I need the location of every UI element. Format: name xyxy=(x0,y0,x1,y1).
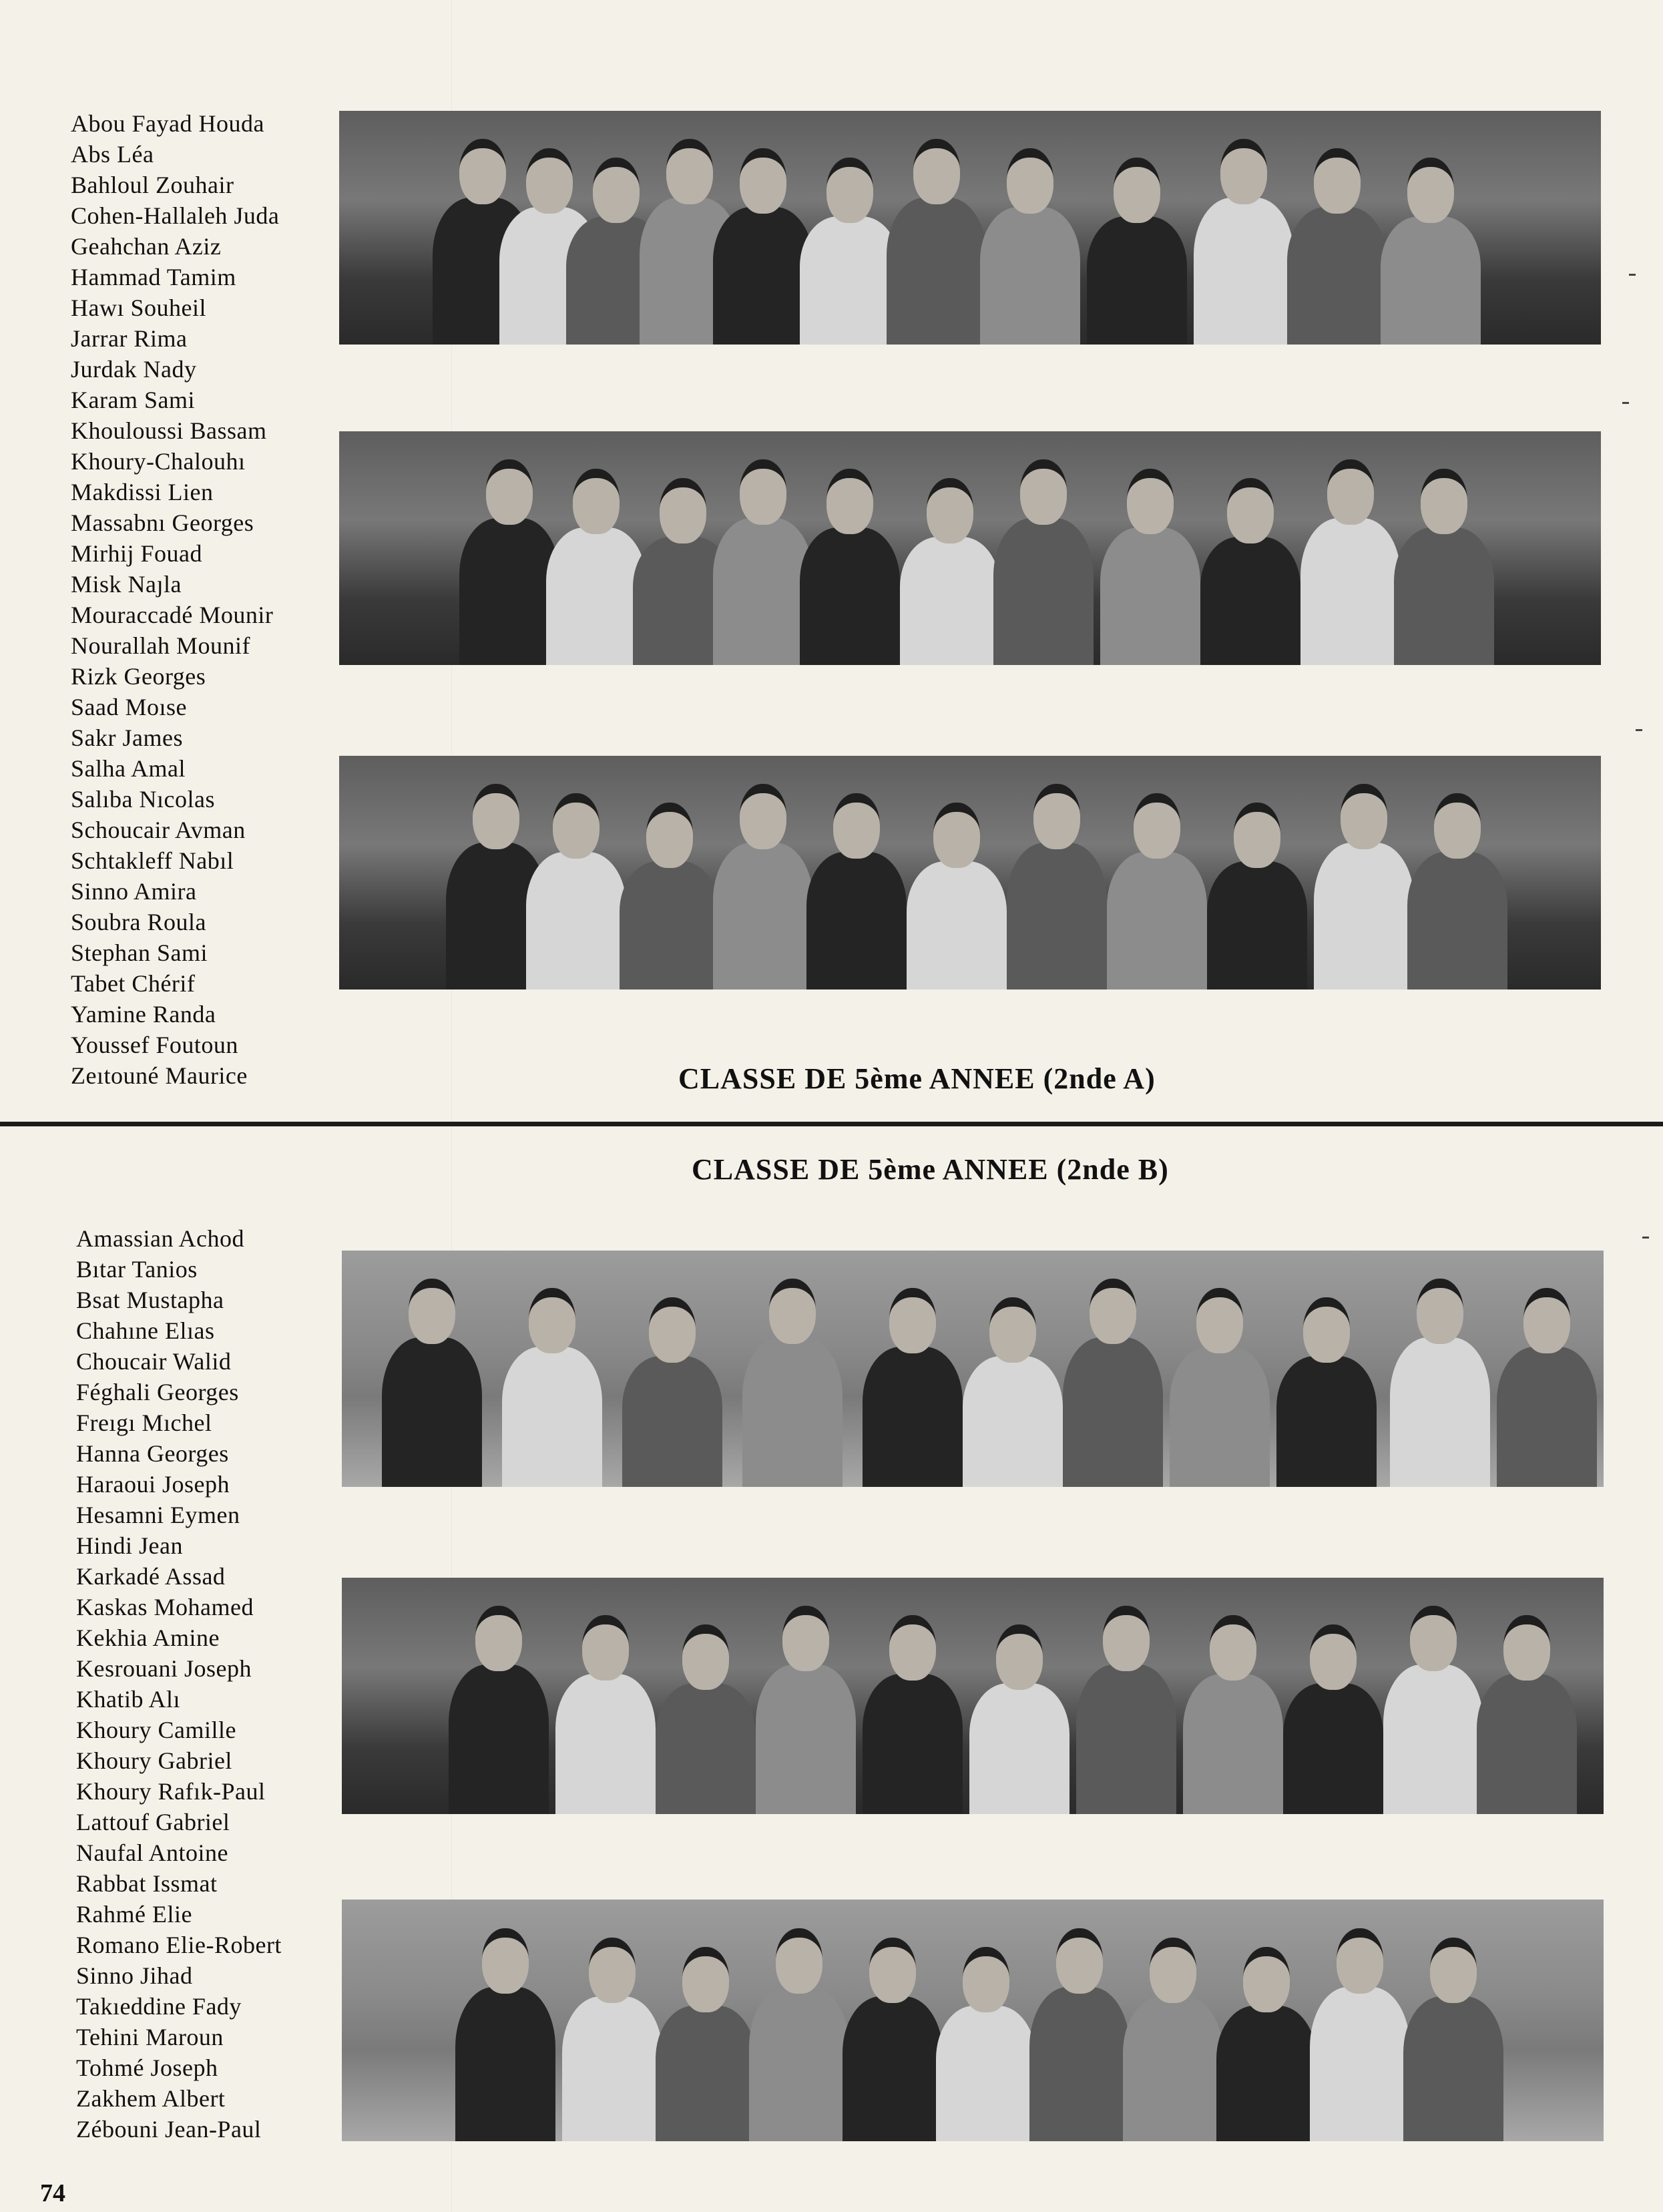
person-figure xyxy=(756,1606,856,1814)
person-figure xyxy=(1477,1615,1577,1814)
person-head xyxy=(1114,158,1160,223)
person-figure xyxy=(1087,158,1187,345)
person-head xyxy=(682,1624,729,1690)
person-figure xyxy=(1029,1928,1130,2141)
person-torso xyxy=(382,1337,482,1487)
page-number: 74 xyxy=(40,2179,65,2207)
person-figure xyxy=(887,139,987,345)
person-torso xyxy=(1287,207,1387,345)
person-figure xyxy=(969,1624,1070,1814)
person-head xyxy=(826,469,873,534)
person-head xyxy=(1234,803,1280,868)
person-torso xyxy=(1383,1665,1483,1814)
person-figure xyxy=(1283,1624,1383,1814)
person-head xyxy=(776,1928,822,1994)
person-figure xyxy=(1314,784,1414,989)
person-figure xyxy=(863,1288,963,1487)
student-name: Cohen-Hallaleh Juda xyxy=(71,202,280,229)
student-name: Romano Elie-Robert xyxy=(76,1932,282,1958)
person-figure xyxy=(1403,1938,1503,2141)
person-head xyxy=(589,1938,636,2003)
person-head xyxy=(927,478,973,543)
person-head xyxy=(989,1297,1036,1363)
person-figure xyxy=(1407,793,1507,989)
person-torso xyxy=(713,518,813,665)
person-head xyxy=(473,784,519,849)
person-figure xyxy=(526,793,626,989)
person-figure xyxy=(900,478,1000,665)
person-torso xyxy=(546,527,646,665)
person-torso xyxy=(1403,1996,1503,2141)
person-torso xyxy=(526,852,626,989)
person-head xyxy=(1430,1938,1477,2003)
student-name: Bahloul Zouhair xyxy=(71,172,234,198)
person-torso xyxy=(455,1987,555,2141)
student-name: Khatib Alı xyxy=(76,1686,180,1713)
person-head xyxy=(1310,1624,1357,1690)
person-torso xyxy=(1381,216,1481,345)
person-head xyxy=(666,139,713,204)
person-torso xyxy=(1107,852,1207,989)
person-figure xyxy=(980,148,1080,345)
person-figure xyxy=(800,158,900,345)
person-torso xyxy=(1100,527,1200,665)
person-torso xyxy=(562,1996,662,2141)
student-name: Salha Amal xyxy=(71,755,186,782)
person-figure xyxy=(863,1615,963,1814)
person-figure xyxy=(749,1928,849,2141)
person-figure xyxy=(555,1615,656,1814)
person-figure xyxy=(1170,1288,1270,1487)
person-figure xyxy=(936,1947,1036,2141)
person-head xyxy=(769,1279,816,1344)
person-head xyxy=(649,1297,696,1363)
person-head xyxy=(1421,469,1467,534)
person-torso xyxy=(900,537,1000,665)
edge-mark xyxy=(1642,1237,1649,1239)
person-head xyxy=(646,803,693,868)
person-figure xyxy=(546,469,646,665)
person-torso xyxy=(713,207,813,345)
person-head xyxy=(963,1947,1009,2012)
person-torso xyxy=(620,861,720,989)
class-a-photo-1 xyxy=(339,111,1601,345)
person-head xyxy=(740,148,786,214)
person-head xyxy=(1243,1947,1290,2012)
person-torso xyxy=(993,518,1094,665)
person-figure xyxy=(1276,1297,1377,1487)
person-head xyxy=(482,1928,529,1994)
person-figure xyxy=(1076,1606,1176,1814)
person-head xyxy=(573,469,620,534)
person-figure xyxy=(1310,1928,1410,2141)
student-name: Saad Moıse xyxy=(71,694,187,720)
student-name: Sinno Jihad xyxy=(76,1962,193,1989)
person-figure xyxy=(1300,459,1401,665)
person-figure xyxy=(1287,148,1387,345)
class-a-heading: CLASSE DE 5ème ANNEE (2nde A) xyxy=(678,1062,1156,1095)
person-torso xyxy=(622,1356,722,1487)
class-b-photo-2 xyxy=(342,1578,1604,1814)
person-torso xyxy=(1123,1996,1223,2141)
person-head xyxy=(1410,1606,1457,1671)
person-head xyxy=(740,459,786,525)
person-torso xyxy=(980,207,1080,345)
person-head xyxy=(486,459,533,525)
student-name: Lattouf Gabriel xyxy=(76,1809,230,1835)
person-torso xyxy=(1194,198,1294,345)
student-name: Zakhem Albert xyxy=(76,2085,226,2112)
student-name: Mouraccadé Mounir xyxy=(71,602,274,628)
class-b-photo-3 xyxy=(342,1900,1604,2141)
student-name: Khoury Camille xyxy=(76,1717,236,1743)
person-figure xyxy=(713,784,813,989)
class-b-student-list xyxy=(76,1223,282,2145)
person-figure xyxy=(1394,469,1494,665)
person-head xyxy=(1417,1279,1463,1344)
person-torso xyxy=(1407,852,1507,989)
person-head xyxy=(869,1938,916,2003)
person-torso xyxy=(936,2006,1036,2141)
person-figure xyxy=(1497,1288,1597,1487)
person-figure xyxy=(620,803,720,989)
student-name: Tehini Maroun xyxy=(76,2024,224,2050)
person-head xyxy=(1434,793,1481,859)
student-name: Geahchan Aziz xyxy=(71,233,222,260)
person-head xyxy=(740,784,786,849)
person-figure xyxy=(1123,1938,1223,2141)
person-head xyxy=(529,1288,575,1353)
student-name: Haraoui Joseph xyxy=(76,1471,230,1498)
person-head xyxy=(660,478,706,543)
student-name: Rizk Georges xyxy=(71,663,206,690)
student-name: Amassian Achod xyxy=(76,1225,244,1252)
student-name: Makdissi Lien xyxy=(71,479,214,505)
student-name: Jarrar Rima xyxy=(71,325,188,352)
student-name: Schoucair Avman xyxy=(71,817,246,843)
student-name: Khoury-Chalouhı xyxy=(71,448,246,475)
person-head xyxy=(833,793,880,859)
person-figure xyxy=(382,1279,482,1487)
person-head xyxy=(1303,1297,1350,1363)
student-name: Yamine Randa xyxy=(71,1001,216,1028)
edge-mark xyxy=(1622,402,1629,404)
person-head xyxy=(1220,139,1267,204)
person-torso xyxy=(843,1996,943,2141)
person-head xyxy=(1503,1615,1550,1681)
person-figure xyxy=(993,459,1094,665)
student-name: Youssef Foutoun xyxy=(71,1032,238,1058)
person-torso xyxy=(1087,216,1187,345)
person-torso xyxy=(800,216,900,345)
student-name: Khoury Rafık-Paul xyxy=(76,1778,266,1805)
person-torso xyxy=(1394,527,1494,665)
class-a-photo-3 xyxy=(339,756,1601,989)
student-name: Soubra Roula xyxy=(71,909,206,935)
student-name: Sinno Amira xyxy=(71,878,197,905)
person-torso xyxy=(1300,518,1401,665)
person-figure xyxy=(455,1928,555,2141)
person-head xyxy=(1327,459,1374,525)
person-head xyxy=(1196,1288,1243,1353)
student-name: Hesamni Eymen xyxy=(76,1502,240,1528)
student-name: Abs Léa xyxy=(71,141,154,168)
person-torso xyxy=(1216,2006,1317,2141)
person-head xyxy=(553,793,600,859)
person-figure xyxy=(1107,793,1207,989)
person-head xyxy=(1103,1606,1150,1671)
person-head xyxy=(1523,1288,1570,1353)
student-name: Kaskas Mohamed xyxy=(76,1594,254,1620)
person-head xyxy=(1090,1279,1136,1344)
person-head xyxy=(933,803,980,868)
person-torso xyxy=(1063,1337,1163,1487)
person-torso xyxy=(555,1674,656,1814)
person-head xyxy=(826,158,873,223)
student-name: Zébouni Jean-Paul xyxy=(76,2116,262,2143)
class-b-heading: CLASSE DE 5ème ANNEE (2nde B) xyxy=(692,1153,1169,1186)
person-head xyxy=(889,1288,936,1353)
student-name: Hammad Tamim xyxy=(71,264,236,290)
student-name: Abou Fayad Houda xyxy=(71,110,264,137)
person-head xyxy=(1227,478,1274,543)
person-figure xyxy=(1200,478,1300,665)
person-torso xyxy=(1007,843,1107,989)
student-name: Kekhia Amine xyxy=(76,1624,220,1651)
person-torso xyxy=(863,1347,963,1487)
person-head xyxy=(1127,469,1174,534)
person-torso xyxy=(1310,1987,1410,2141)
person-head xyxy=(1407,158,1454,223)
person-torso xyxy=(863,1674,963,1814)
person-figure xyxy=(449,1606,549,1814)
person-figure xyxy=(562,1938,662,2141)
person-torso xyxy=(502,1347,602,1487)
class-b-photo-1 xyxy=(342,1251,1604,1487)
person-head xyxy=(409,1279,455,1344)
person-figure xyxy=(713,148,813,345)
person-head xyxy=(1210,1615,1256,1681)
person-head xyxy=(475,1606,522,1671)
student-name: Naufal Antoine xyxy=(76,1839,228,1866)
person-head xyxy=(913,139,960,204)
class-a-student-list xyxy=(71,108,279,1091)
person-torso xyxy=(449,1665,549,1814)
student-name: Choucair Walid xyxy=(76,1348,232,1375)
person-figure xyxy=(1183,1615,1283,1814)
person-torso xyxy=(1200,537,1300,665)
student-name: Karkadé Assad xyxy=(76,1563,226,1590)
person-torso xyxy=(806,852,907,989)
student-name: Karam Sami xyxy=(71,387,195,413)
student-name: Chahıne Elıas xyxy=(76,1317,215,1344)
student-name: Schtakleff Nabıl xyxy=(71,847,234,874)
person-figure xyxy=(800,469,900,665)
person-torso xyxy=(887,198,987,345)
person-torso xyxy=(1207,861,1307,989)
person-head xyxy=(889,1615,936,1681)
person-torso xyxy=(1276,1356,1377,1487)
person-figure xyxy=(1100,469,1200,665)
student-name: Nourallah Mounif xyxy=(71,632,250,659)
person-torso xyxy=(969,1683,1070,1814)
person-figure xyxy=(459,459,559,665)
person-torso xyxy=(756,1665,856,1814)
student-name: Khoury Gabriel xyxy=(76,1747,232,1774)
student-name: Rabbat Issmat xyxy=(76,1870,218,1897)
person-head xyxy=(593,158,640,223)
person-torso xyxy=(1170,1347,1270,1487)
student-name: Kesrouani Joseph xyxy=(76,1655,252,1682)
student-name: Jurdak Nady xyxy=(71,356,197,383)
person-figure xyxy=(656,1624,756,1814)
person-torso xyxy=(1390,1337,1490,1487)
person-figure xyxy=(806,793,907,989)
person-figure xyxy=(963,1297,1063,1487)
person-figure xyxy=(656,1947,756,2141)
student-name: Zeıtouné Maurice xyxy=(71,1062,248,1089)
section-divider xyxy=(0,1122,1663,1126)
edge-mark xyxy=(1636,729,1642,731)
student-name: Sakr James xyxy=(71,724,183,751)
person-figure xyxy=(1207,803,1307,989)
person-head xyxy=(1033,784,1080,849)
student-name: Freıgı Mıchel xyxy=(76,1409,212,1436)
person-head xyxy=(1150,1938,1196,2003)
student-name: Salıba Nıcolas xyxy=(71,786,215,813)
person-figure xyxy=(713,459,813,665)
person-figure xyxy=(1383,1606,1483,1814)
person-head xyxy=(1337,1928,1383,1994)
person-figure xyxy=(843,1938,943,2141)
student-name: Massabnı Georges xyxy=(71,509,254,536)
person-head xyxy=(682,1947,729,2012)
student-name: Hawı Souheil xyxy=(71,294,206,321)
student-name: Rahmé Elie xyxy=(76,1901,192,1928)
person-torso xyxy=(459,518,559,665)
edge-mark xyxy=(1629,274,1636,276)
person-torso xyxy=(749,1987,849,2141)
student-name: Tohmé Joseph xyxy=(76,2054,218,2081)
student-name: Féghali Georges xyxy=(76,1379,239,1405)
person-torso xyxy=(1314,843,1414,989)
person-figure xyxy=(1216,1947,1317,2141)
student-name: Bsat Mustapha xyxy=(76,1287,224,1313)
student-name: Mirhij Fouad xyxy=(71,540,203,567)
person-torso xyxy=(656,2006,756,2141)
student-name: Khouloussi Bassam xyxy=(71,417,267,444)
person-head xyxy=(1007,148,1053,214)
person-torso xyxy=(1029,1987,1130,2141)
person-torso xyxy=(1076,1665,1176,1814)
person-figure xyxy=(622,1297,722,1487)
person-torso xyxy=(656,1683,756,1814)
person-figure xyxy=(1063,1279,1163,1487)
person-figure xyxy=(742,1279,843,1487)
student-name: Stephan Sami xyxy=(71,939,208,966)
person-torso xyxy=(742,1337,843,1487)
person-head xyxy=(1341,784,1387,849)
person-torso xyxy=(963,1356,1063,1487)
person-torso xyxy=(713,843,813,989)
person-head xyxy=(1020,459,1067,525)
student-name: Bıtar Tanios xyxy=(76,1256,198,1283)
person-figure xyxy=(907,803,1007,989)
student-name: Takıeddine Fady xyxy=(76,1993,242,2020)
person-figure xyxy=(502,1288,602,1487)
student-name: Tabet Chérif xyxy=(71,970,196,997)
person-torso xyxy=(1497,1347,1597,1487)
person-figure xyxy=(1390,1279,1490,1487)
person-torso xyxy=(800,527,900,665)
student-name: Misk Naȷla xyxy=(71,571,182,598)
person-head xyxy=(1134,793,1180,859)
person-head xyxy=(1314,148,1361,214)
person-torso xyxy=(907,861,1007,989)
person-head xyxy=(582,1615,629,1681)
person-torso xyxy=(1477,1674,1577,1814)
person-head xyxy=(782,1606,829,1671)
person-torso xyxy=(1283,1683,1383,1814)
person-head xyxy=(1056,1928,1103,1994)
person-figure xyxy=(1007,784,1107,989)
student-name: Hanna Georges xyxy=(76,1440,229,1467)
person-figure xyxy=(1381,158,1481,345)
person-torso xyxy=(1183,1674,1283,1814)
class-a-photo-2 xyxy=(339,431,1601,665)
person-figure xyxy=(1194,139,1294,345)
student-name: Hindi Jean xyxy=(76,1532,183,1559)
person-head xyxy=(996,1624,1043,1690)
